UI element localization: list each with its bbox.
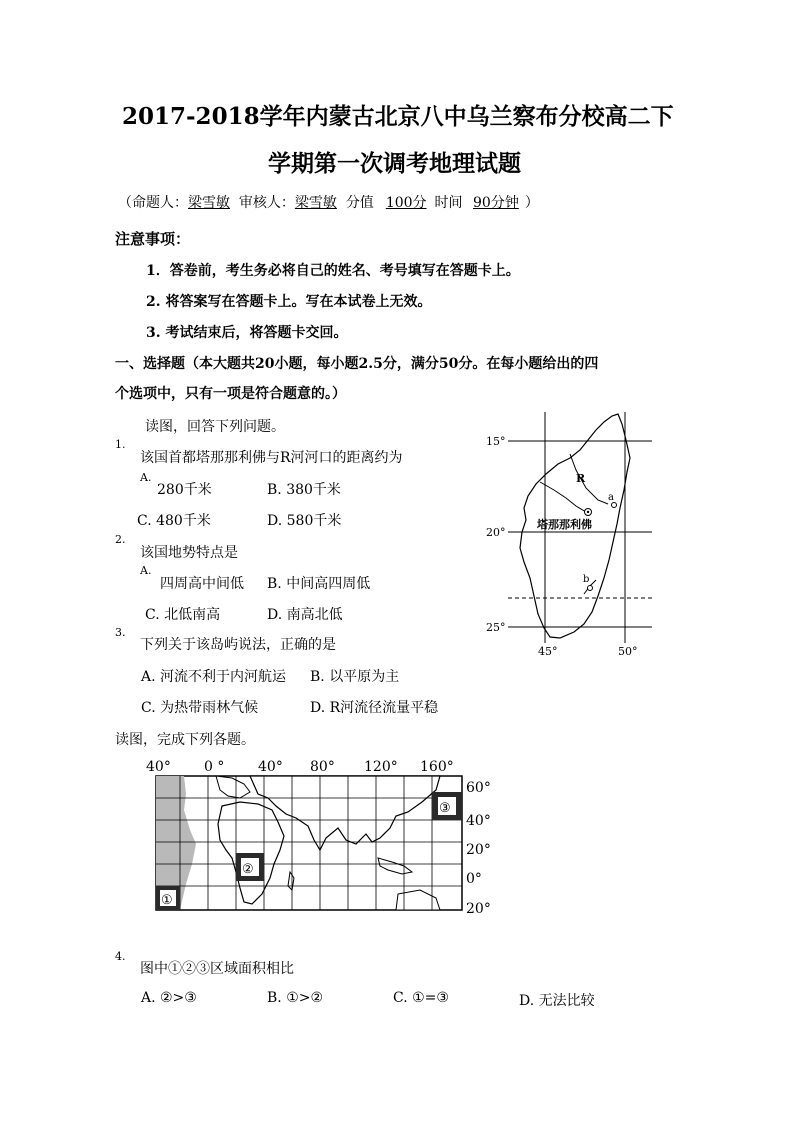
lat-label: 0° <box>466 871 482 887</box>
lon-label-45: 45° <box>538 645 558 658</box>
notice-item-1: 1．答卷前，考生务必将自己的姓名、考号填写在答题卡上。 <box>146 263 520 279</box>
point-b-label: b <box>583 574 590 585</box>
meta-close: ） <box>524 195 539 211</box>
lon-label: 40° <box>146 759 171 775</box>
section-heading-line2: 个选项中，只有一项是符合题意的。） <box>115 386 346 402</box>
lon-label: 80° <box>310 759 335 775</box>
point-a-marker <box>612 503 617 508</box>
q3-stem: 下列关于该岛屿说法，正确的是 <box>140 637 336 653</box>
q1-option-b: B. 380千米 <box>267 482 341 498</box>
lat-label-15: 15° <box>486 435 506 448</box>
lon-label: 160° <box>420 759 454 775</box>
lon-label-50: 50° <box>618 645 638 658</box>
island-map <box>480 408 660 658</box>
q1-option-d: D. 580千米 <box>267 513 342 529</box>
q1-option-a: 280千米 <box>157 482 212 498</box>
world-map <box>140 754 500 924</box>
group2-intro: 读图，完成下列各题。 <box>115 732 255 748</box>
river-label: R <box>576 472 586 485</box>
meta-reviewer: 梁雪敏 <box>294 195 337 211</box>
point-b-marker <box>588 586 593 591</box>
q4-option-c: C. ①=③ <box>393 990 449 1006</box>
q2-option-a-label: A. <box>140 564 152 577</box>
q1-option-a-label: A. <box>140 471 152 484</box>
q1-option-c: C. 480千米 <box>137 513 211 529</box>
notice-heading: 注意事项： <box>115 230 191 248</box>
meta-time-label: 时间 <box>434 195 463 211</box>
q2-option-a: 四周高中间低 <box>160 576 244 592</box>
region-3-label: ③ <box>439 801 451 816</box>
lat-label-25: 25° <box>486 621 506 634</box>
q4-option-b: B. ①>② <box>267 990 324 1006</box>
lat-label: 20° <box>466 842 491 858</box>
river-west <box>540 482 586 512</box>
q2-option-c: C. 北低南高 <box>145 607 221 623</box>
meta-score: 100分 <box>385 195 427 211</box>
q2-stem: 该国地势特点是 <box>140 545 238 561</box>
region-1-label: ① <box>161 893 173 908</box>
meta-reviewer-label: 审核人： <box>238 195 295 211</box>
region-2-label: ② <box>242 862 254 877</box>
meta-open: （命题人： <box>118 195 188 211</box>
q3-option-d: D. R河流径流量平稳 <box>310 700 439 716</box>
lat-label: 40° <box>466 813 491 829</box>
q4-option-a: A. ②>③ <box>141 990 197 1006</box>
meta-time: 90分钟 <box>473 195 519 211</box>
q1-number: 1. <box>115 438 126 451</box>
section-heading: 一、选择题（本大题共20小题，每小题2.5分，满分50分。在每小题给出的四 <box>115 356 599 372</box>
lat-label-20: 20° <box>486 526 506 539</box>
q4-option-d: D. 无法比较 <box>519 993 595 1009</box>
group1-intro: 读图，回答下列问题。 <box>145 419 285 435</box>
lon-label: 0 ° <box>204 759 225 775</box>
q3-option-b: B. 以平原为主 <box>310 669 400 685</box>
q4-number: 4. <box>115 950 126 963</box>
capital-label: 塔那那利佛 <box>537 518 592 531</box>
q4-stem: 图中①②③区域面积相比 <box>140 961 294 977</box>
notice-item-2: 2. 将答案写在答题卡上。写在本试卷上无效。 <box>146 294 432 310</box>
q2-option-d: D. 南高北低 <box>267 607 343 623</box>
q3-option-a: A. 河流不利于内河航运 <box>141 669 287 685</box>
lon-label: 120° <box>364 759 398 775</box>
meta-author: 梁雪敏 <box>188 195 230 211</box>
q1-stem: 该国首都塔那那利佛与R河河口的距离约为 <box>140 450 403 466</box>
meta-score-label: 分值 <box>345 195 374 211</box>
point-a-label: a <box>608 492 614 503</box>
lat-label: 20° <box>466 901 491 917</box>
notice-item-3: 3. 考试结束后，将答题卡交回。 <box>146 325 348 341</box>
lon-label: 40° <box>258 759 283 775</box>
q3-number: 3. <box>115 626 126 639</box>
page-title: 2017-2018学年内蒙古北京八中乌兰察布分校高二下 <box>122 103 674 130</box>
q3-option-c: C. 为热带雨林气候 <box>141 700 259 716</box>
lat-label: 60° <box>466 780 491 796</box>
q2-option-b: B. 中间高四周低 <box>267 576 371 592</box>
page-title-line2: 学期第一次调考地理试题 <box>268 150 521 177</box>
q2-number: 2. <box>115 533 126 546</box>
exam-meta <box>118 192 539 212</box>
